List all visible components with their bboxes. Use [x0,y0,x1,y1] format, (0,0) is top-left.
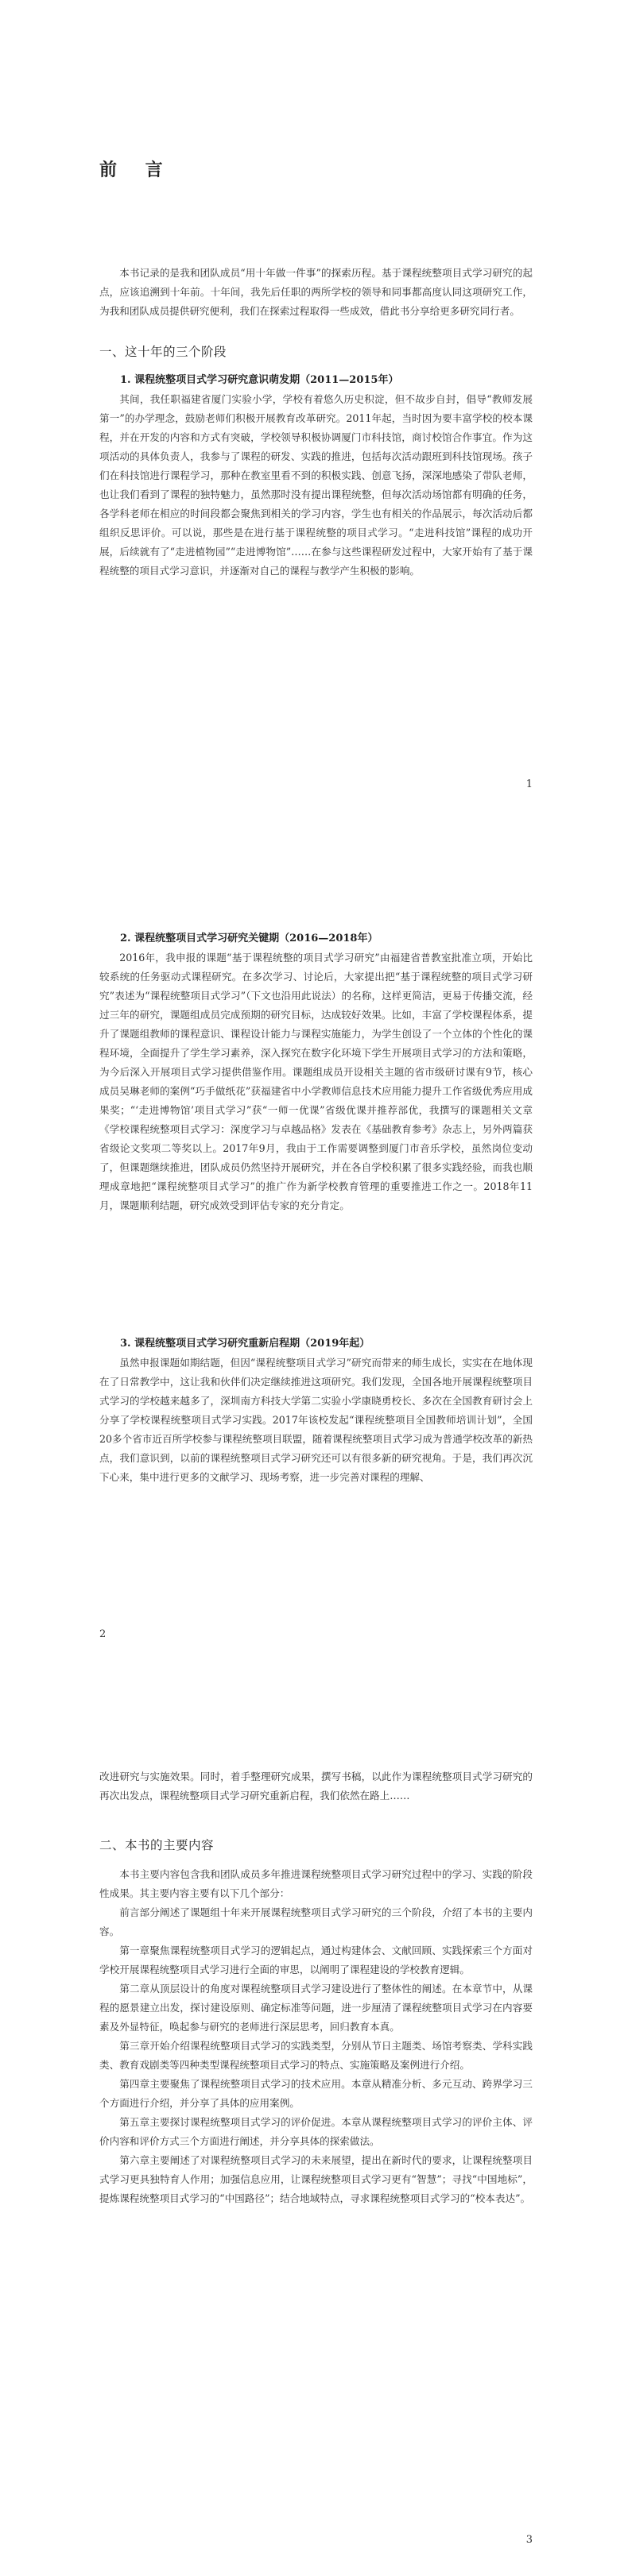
stage-1-block [99,371,533,581]
stage-2-heading: 2. 课程统整项目式学习研究关键期（2016—2018年） [120,933,378,944]
stage-2-block [99,929,533,1215]
continuation-block [99,1767,533,1806]
contents-chapter-1: 第一章聚焦课程统整项目式学习的逻辑起点，通过构建体会、文献回顾、实践探索三个方面对学校开展课程统整项目式学习进行全面的审思，以阐明了课程建设的学校教育逻辑。 [99,1945,533,1975]
stage-3-paragraph: 虽然申报课题如期结题，但因“课程统整项目式学习”研究而带来的师生成长，实实在在地体现在了日常教学中，这让我和伙伴们决定继续推进这项研究。我们发现，全国各地开展课程统整项目式学习的学校越来越多了，深圳南方科技大学第二实验小学康晓勇校长、多次在全国教育研讨会上分享了学校课程统整项目式学习实践。2017年该校发起“课程统整项目全国教师培训计划”，全国20多个省市近百所学校参与课程统整项目联盟，随着课程统整项目式学习成为普通学校改革的新热点，我们意识到，以前的课程统整项目式学习研究还可以有很多新的研究视角。于是，我们再次沉下心来，集中进行更多的文献学习、现场考察，进一步完善对课程的理解、 [99,1357,533,1483]
stage-3-heading: 3. 课程统整项目式学习研究重新启程期（2019年起） [120,1338,370,1350]
page-1 [0,0,628,858]
intro-block [99,264,533,321]
page-number: 3 [525,2534,533,2546]
continuation-paragraph: 改进研究与实施效果。同时，着手整理研究成果，撰写书稿，以此作为课程统整项目式学习研究的再次出发点，课程统整项目式学习研究重新启程，我们依然在路上…… [99,1771,533,1802]
contents-chapter-4: 第四章主要聚焦了课程统整项目式学习的技术应用。本章从精准分析、多元互动、跨界学习三个方面进行介绍，并分享了具体的应用案例。 [99,2078,533,2109]
page-number: 1 [525,778,533,790]
stage-3-block [99,1334,533,1487]
intro-paragraph: 本书记录的是我和团队成员“用十年做一件事”的探索历程。基于课程统整项目式学习研究的起点，应该追溯到十年前。十年间，我先后任职的两所学校的领导和同事都高度认同这项研究工作，为我和团队成员提供研究便利，我们在探索过程取得一些成效，借此书分享给更多研究同行者。 [99,267,533,317]
section-heading-stages: 一、这十年的三个阶段 [99,345,227,359]
section-2-block [99,1835,533,1856]
stage-1-paragraph: 其间，我任职福建省厦门实验小学，学校有着悠久历史积淀，但不故步自封，倡导“教师发展第一”的办学理念，鼓励老师们积极开展教育改革研究。2011年起，当时因为要丰富学校的校本课程，并在开发的内容和方式有突破，学校领导积极协调厦门市科技馆，商讨校馆合作事宜。作为这项活动的具体负责人，我参与了课程的研发、实践的推进，包括每次活动跟班到科技馆现场。孩子们在科技馆进行课程学习，那种在教室里看不到的积极实践、创意飞扬，深深地感染了带队老师，也让我们看到了课程的独特魅力，虽然那时没有提出课程统整，但每次活动场馆都有明确的任务，各学科老师在相应的时间段都会聚焦到相关的学习内容，学生也有相关的作品展示，每次活动后都组织反思评价。可以说，那些是在进行基于课程统整的项目式学习。“走进科技馆”课程的成功开展，后续就有了“走进植物园”“走进博物馆”……在参与这些课程研发过程中，大家开始有了基于课程统整的项目式学习意识，并逐渐对自己的课程与教学产生积极的影响。 [99,393,533,577]
page-title: 前 言 [99,160,174,180]
page-number: 2 [99,1628,107,1640]
contents-chapter-3: 第三章开始介绍课程统整项目式学习的实践类型，分别从节日主题类、场馆考察类、学科实践类、教育戏剧类等四种类型课程统整项目式学习的特点、实施策略及案例进行介绍。 [99,2040,533,2071]
contents-chapter-5: 第五章主要探讨课程统整项目式学习的评价促进。本章从课程统整项目式学习的评价主体、评价内容和评价方式三个方面进行阐述，并分享具体的探索做法。 [99,2116,533,2147]
contents-block [99,1865,533,2208]
page-2 [0,858,628,1716]
stage-1-heading: 1. 课程统整项目式学习研究意识萌发期（2011—2015年） [120,374,399,386]
section-heading-contents: 二、本书的主要内容 [99,1838,215,1852]
stage-2-paragraph: 2016年，我申报的课题“基于课程统整的项目式学习研究”由福建省普教室批准立项，开始比较系统的任务驱动式课程研究。在多次学习、讨论后，大家提出把“基于课程统整的项目式学习研究”表述为“课程统整项目式学习”（下文也沿用此说法）的名称，这样更简洁，更易于传播交流，经过三年的研究，课题组成员完成预期的研究目标，达成较好效果。比如，丰富了学校课程体系，提升了课题组教师的课程意识、课程设计能力与课程实施能力，为学生创设了一个立体的个性化的课程环境，全面提升了学生学习素养，深入探究在数字化环境下学生开展项目式学习的方法和策略，为今后深入开展项目式学习提供借鉴作用。课题组成员开设相关主题的省市级研讨课有9节，核心成员吴琳老师的案例“巧手做纸花”获福建省中小学教师信息技术应用能力提升工作省级优秀应用成果奖；“‘走进博物馆’项目式学习”获“一师一优课”省级优课并推荐部优，我撰写的课题相关文章《学校课程统整项目式学习：深度学习与卓越品格》发表在《基础教育参考》杂志上，另外两篇获省级论文奖项二等奖以上。2017年9月，我由于工作需要调整到厦门市音乐学校，虽然岗位变动了，但课题继续推进，团队成员仍然坚持开展研究，并在各自学校积累了很多实践经验，而我也顺理成章地把“课程统整项目式学习”的推广作为新学校教育管理的重要推进工作之一。2018年11月，课题顺利结题，研究成效受到评估专家的充分肯定。 [99,952,533,1211]
contents-chapter-6: 第六章主要阐述了对课程统整项目式学习的未来展望，提出在新时代的要求，让课程统整项目式学习更具独特育人作用；加强信息应用，让课程统整项目式学习更有“智慧”；寻找“中国地标”，提炼课程统整项目式学习的“中国路径”；结合地域特点，寻求课程统整项目式学习的“校本表达”。 [99,2154,533,2204]
contents-intro: 本书主要内容包含我和团队成员多年推进课程统整项目式学习研究过程中的学习、实践的阶段性成果。其主要内容主要有以下几个部分： [99,1868,533,1899]
page-3 [0,1716,628,2576]
contents-chapter-2: 第二章从顶层设计的角度对课程统整项目式学习建设进行了整体性的阐述。在本章节中，从课程的愿景建立出发，探讨建设原则、确定标准等问题，进一步厘清了课程统整项目式学习在内容要素及外显特征，唤起参与研究的老师进行深层思考，回归教育本真。 [99,1983,533,2033]
contents-preface: 前言部分阐述了课题组十年来开展课程统整项目式学习研究的三个阶段，介绍了本书的主要内容。 [99,1906,533,1937]
section-1-block [99,342,533,362]
